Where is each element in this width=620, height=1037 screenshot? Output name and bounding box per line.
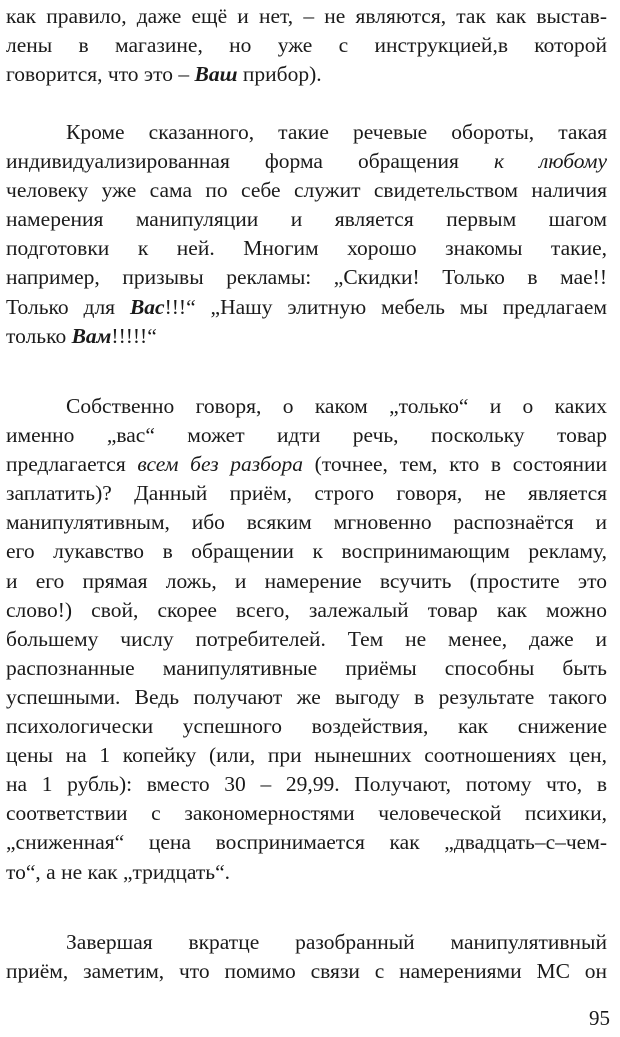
paragraph-4 — [6, 928, 607, 986]
emphasis-to-anyone: к любому — [493, 149, 607, 174]
paragraph-3-line-3 — [6, 450, 607, 479]
paragraph-3-line-1: Собственно говоря, о каком „только“ и о каких — [66, 394, 607, 418]
paragraph-2-line-3: человеку уже сама по себе служит свидетельством наличия — [6, 178, 607, 203]
paragraph-3-line-2: именно „вас“ может идти речь, поскольку товар — [6, 423, 607, 448]
paragraph-3-line-17: то“, а не как „тридцать“. — [6, 859, 230, 884]
paragraph-3-line-10: распознанные манипулятивные приёмы способны быть — [6, 655, 607, 680]
paragraph-2-line-2 — [6, 147, 607, 176]
paragraph-2-line-4: намерения манипуляции и является первым шагом — [6, 207, 607, 232]
paragraph-3-line-5: манипулятивным, ибо всяким мгновенно распознаётся и — [6, 510, 607, 535]
paragraph-4-line-1: Завершая вкратце разобранный манипулятивный — [66, 930, 607, 954]
paragraph-3 — [6, 392, 607, 887]
paragraph-3-line-15: соответствии с закономерностями человеческой психики, — [6, 801, 607, 826]
paragraph-2-line-7 — [6, 293, 607, 322]
text-run: только — [6, 323, 72, 348]
emphasis-to-everyone: всем без разбора — [137, 452, 303, 477]
page-number: 95 — [589, 1006, 610, 1030]
emphasis-your: Ваш — [194, 62, 238, 87]
paragraph-1-line-3 — [6, 60, 607, 89]
paragraph-3-line-9: большему числу потребителей. Тем не менее, даже и — [6, 626, 607, 651]
paragraph-1-line-1: как правило, даже ещё и нет, – не являются, так как выстав- — [6, 4, 607, 28]
paragraph-3-line-12: психологически успешного воздействия, как снижение — [6, 714, 607, 739]
paragraph-2 — [6, 118, 607, 351]
text-run: прибор). — [237, 62, 322, 87]
paragraph-4-line-2: приём, заметим, что помимо связи с намерениями МС он — [6, 959, 607, 984]
paragraph-3-line-4: заплатить)? Данный приём, строго говоря, не является — [6, 481, 607, 506]
paragraph-3-line-16: „сниженная“ цена воспринимается как „двадцать–с–чем- — [6, 830, 607, 855]
text-run: !!!!!“ — [111, 323, 157, 348]
paragraph-1 — [6, 2, 607, 89]
text-run: предлагается — [6, 452, 138, 477]
paragraph-3-line-11: успешными. Ведь получают же выгоду в результате такого — [6, 684, 607, 709]
emphasis-for-you: Вас — [129, 294, 165, 319]
paragraph-3-line-13: цены на 1 копейку (или, при нынешних соотношениях цен, — [6, 743, 607, 768]
paragraph-3-line-6: его лукавство в обращении к воспринимающим рекламу, — [6, 539, 607, 564]
text-run: Только для — [6, 294, 130, 319]
paragraph-3-line-14: на 1 рубль): вместо 30 – 29,99. Получают, потому что, в — [6, 772, 607, 797]
paragraph-2-line-5: подготовки к ней. Многим хорошо знакомы такие, — [6, 236, 607, 261]
text-run: !!!“ „Нашу элитную мебель мы предлагаем — [164, 294, 607, 319]
text-run: говорится, что это – — [6, 62, 195, 87]
paragraph-2-line-1: Кроме сказанного, такие речевые обороты, такая — [66, 120, 607, 144]
text-run: индивидуализированная форма обращения — [6, 149, 494, 174]
paragraph-3-line-7: и его прямая ложь, и намерение всучить (простите это — [6, 568, 607, 593]
paragraph-2-line-8 — [6, 322, 607, 351]
paragraph-2-line-6: например, призывы рекламы: „Скидки! Только в мае!! — [6, 265, 607, 290]
text-run: (точнее, тем, кто в состоянии — [302, 452, 607, 477]
emphasis-to-you: Вам — [71, 323, 112, 348]
paragraph-3-line-8: слово!) свой, скорее всего, залежалый товар как можно — [6, 597, 607, 622]
paragraph-1-line-2: лены в магазине, но уже с инструкцией,в которой — [6, 33, 607, 58]
